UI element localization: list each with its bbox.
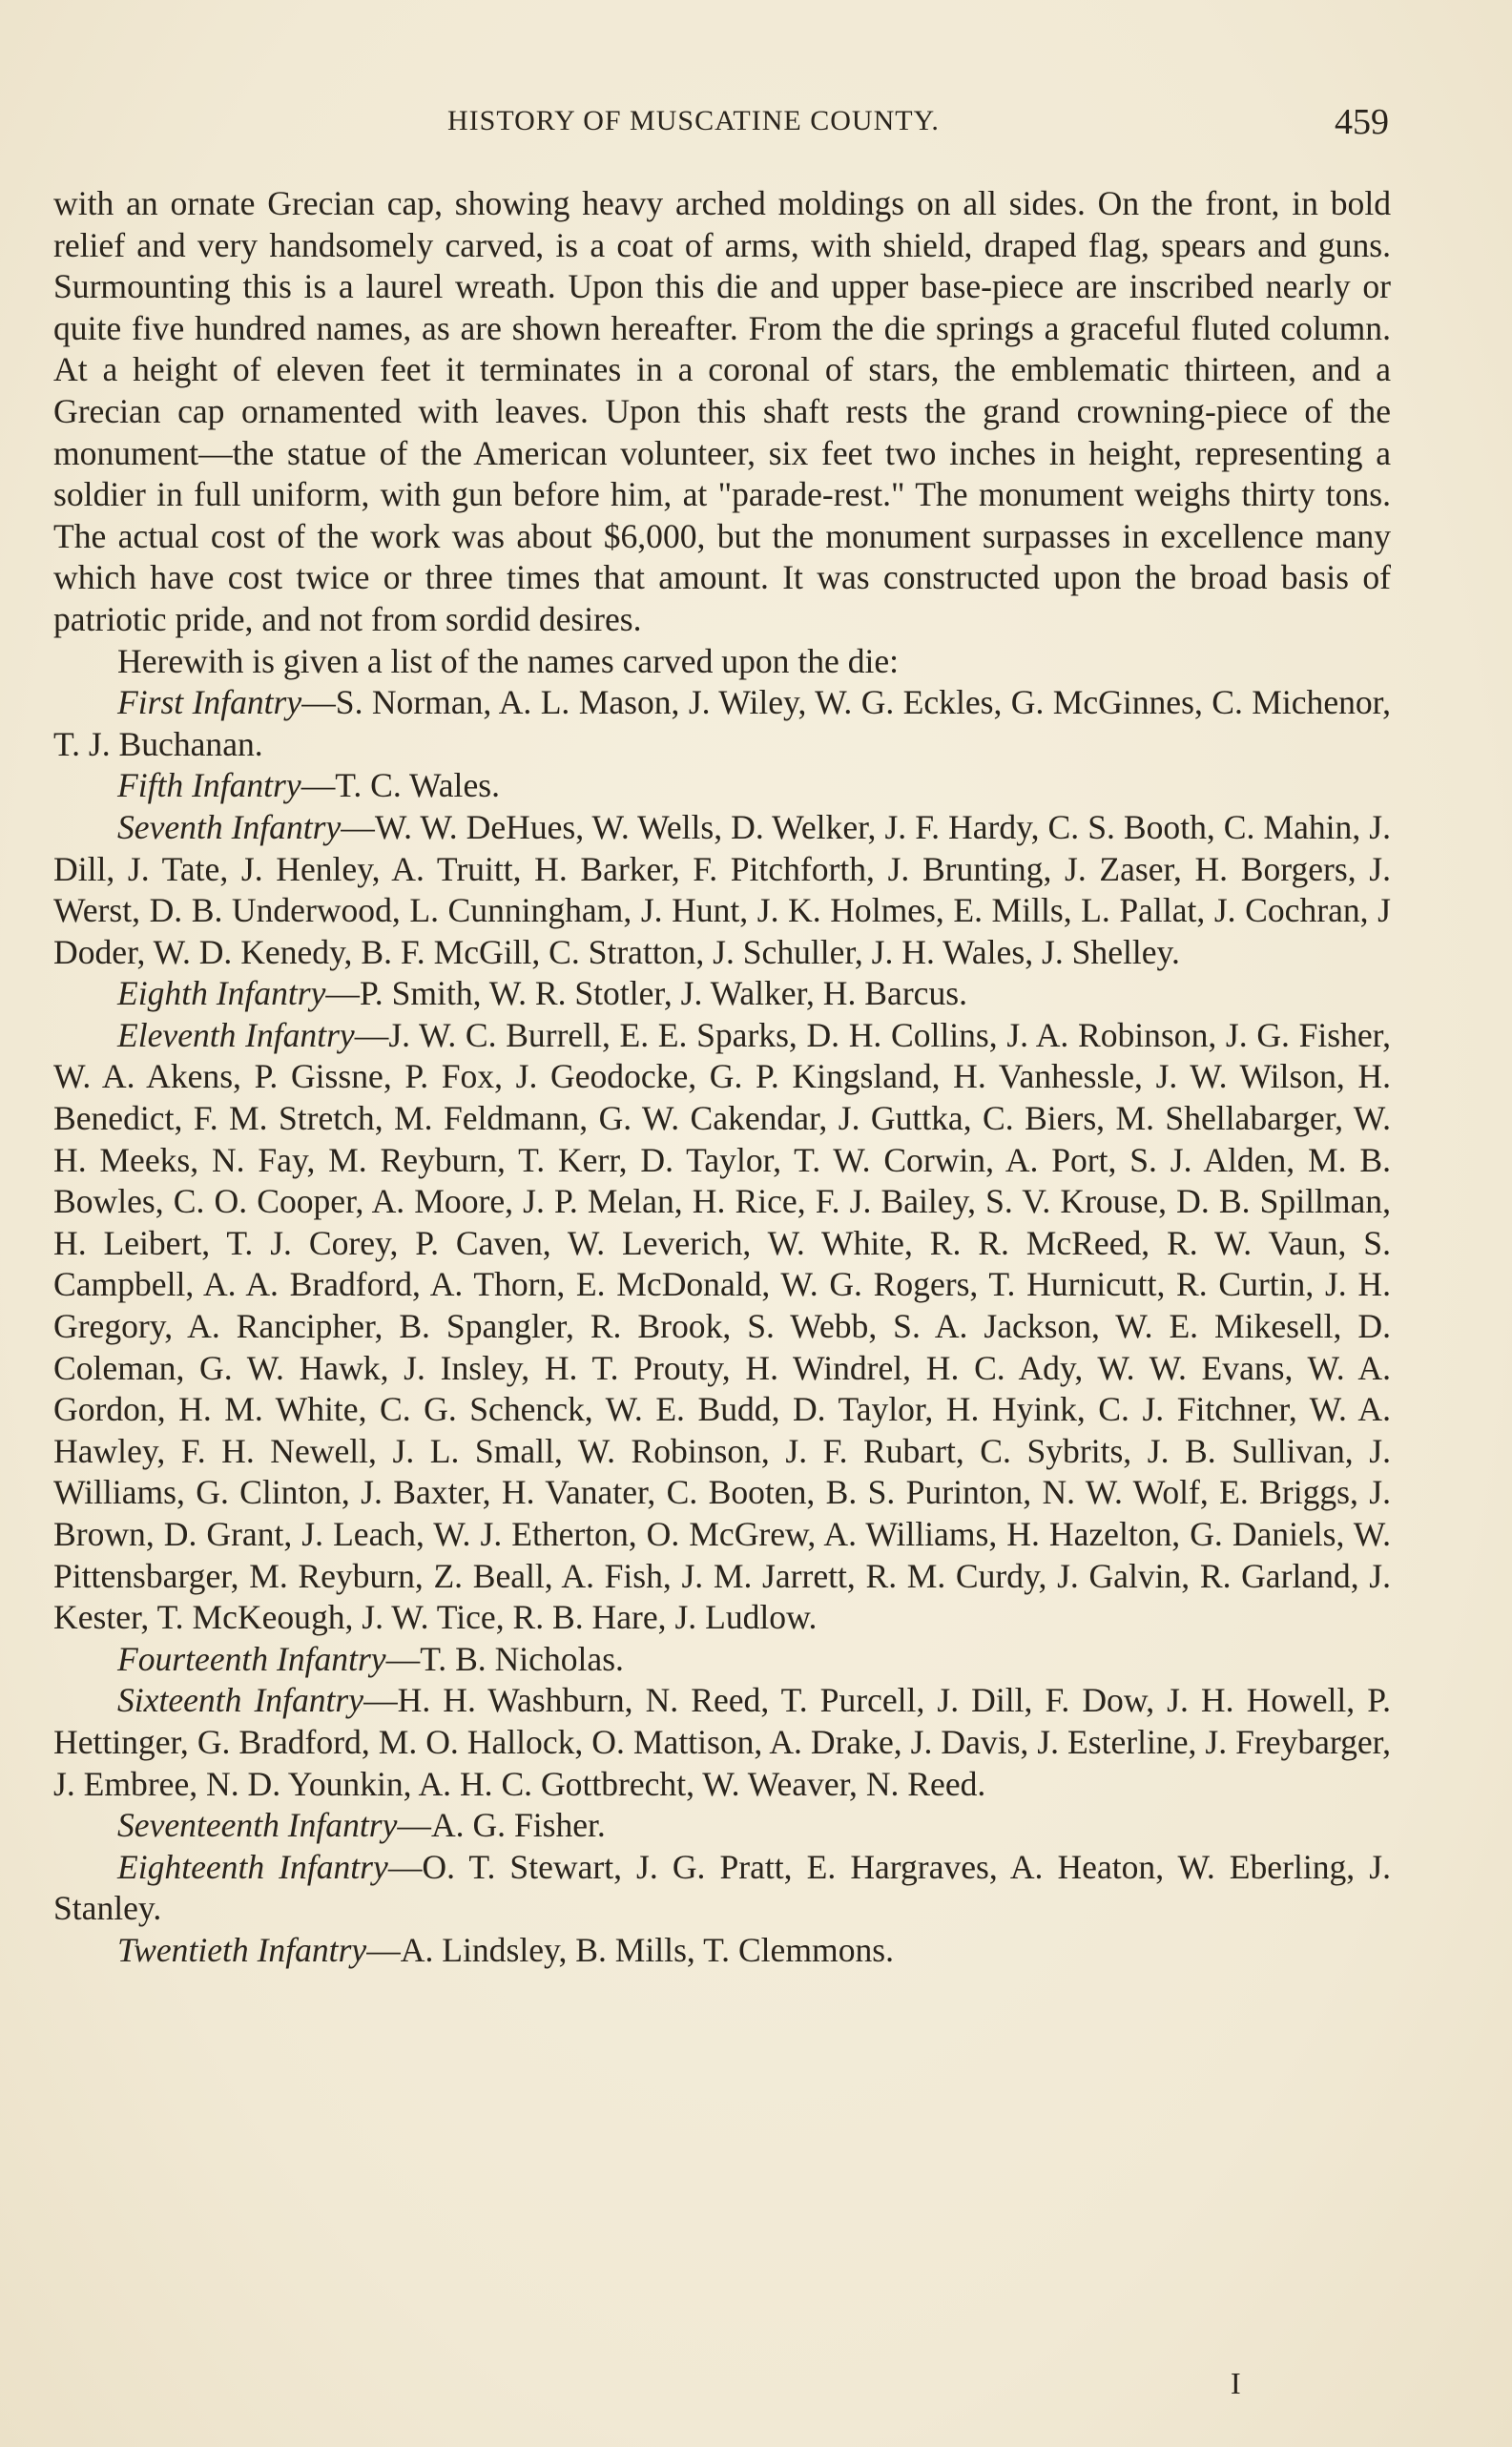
page-header — [53, 102, 1389, 153]
regiment-name: Eleventh Infantry — [117, 1015, 355, 1054]
regiment-name: Seventeenth Infantry — [117, 1806, 398, 1845]
list-intro: Herewith is given a list of the names carved upon the die: — [117, 641, 900, 680]
regiment-names: —A. Lindsley, B. Mills, T. Clemmons. — [366, 1930, 895, 1969]
page-number: 459 — [1335, 102, 1389, 142]
regiment-entry — [53, 1015, 1391, 1639]
regiment-name: Sixteenth Infantry — [117, 1681, 364, 1720]
regiment-name: Eighteenth Infantry — [117, 1847, 388, 1886]
regiment-entry — [53, 807, 1391, 973]
regiment-names: —W. W. DeHues, W. Wells, D. Welker, J. F. Hardy, C. S. Booth, C. Mahin, J. Dill, J. Tate, J. Henley, A. Truitt, H. Barker, F. Pitchforth, J. Brunting, J. Zaser, H. Borgers, J. Werst, D. B. Underwood, L. Cunningham, J. Hunt, J. K. Holmes, E. Mills, L. Pallat, J. Cochran, J Doder, W. D. Kenedy, B. F. McGill, C. Stratton, J. Schuller, J. H. Wales, J. Shelley. — [53, 807, 1391, 971]
regiment-entry — [53, 682, 1391, 765]
regiment-entry — [53, 1930, 1391, 1972]
regiment-name: Seventh Infantry — [117, 807, 342, 846]
regiment-names: —A. G. Fisher. — [397, 1806, 606, 1845]
regiment-entry — [53, 1680, 1391, 1805]
regiment-names: —T. C. Wales. — [300, 766, 500, 805]
regiment-entry — [53, 765, 1391, 807]
regiment-names: —H. H. Washburn, N. Reed, T. Purcell, J. Dill, F. Dow, J. H. Howell, P. Hettinger, G. Bradford, M. O. Hallock, O. Mattison, A. Drake, J. Davis, J. Esterline, J. Freybarger, J. Embree, N. D. Younkin, A. H. C. Gottbrecht, W. Weaver, N. Reed. — [53, 1681, 1391, 1803]
intro-paragraph: with an ornate Grecian cap, showing heavy arched moldings on all sides. On the front, in bold relief and very handsomely carved, is a coat of arms, with shield, draped flag, spears and guns. Surmounting this is a laurel wreath. Upon this die and upper base-piece are inscribed nearly or quite five hundred names, as are shown hereafter. From the die springs a graceful fluted column. At a height of eleven feet it terminates in a coronal of stars, the emblematic thirteen, and a Grecian cap ornamented with leaves. Upon this shaft rests the grand crowning-piece of the monument—the statue of the American volunteer, six feet two inches in height, representing a soldier in full uniform, with gun before him, at "parade-rest." The monument weighs thirty tons. The actual cost of the work was about $6,000, but the monument surpasses in excellence many which have cost twice or three times that amount. It was constructed upon the broad basis of patriotic pride, and not from sordid desires. — [53, 184, 1391, 638]
regiment-entry — [53, 1847, 1391, 1930]
running-head: HISTORY OF MUSCATINE COUNTY. — [447, 105, 940, 136]
regiment-name: First Infantry — [117, 683, 302, 722]
regiment-name: Fifth Infantry — [117, 766, 301, 805]
regiment-entry — [53, 973, 1391, 1015]
signature-mark: I — [1231, 2366, 1241, 2400]
regiment-names: —J. W. C. Burrell, E. E. Sparks, D. H. Collins, J. A. Robinson, J. G. Fisher, W. A. Akens, P. Gissne, P. Fox, J. Geodocke, G. P. Kingsland, H. Vanhessle, J. W. Wilson, H. Benedict, F. M. Stretch, M. Feldmann, G. W. Cakendar, J. Guttka, C. Biers, M. Shellabarger, W. H. Meeks, N. Fay, M. Reyburn, T. Kerr, D. Taylor, T. W. Corwin, A. Port, S. J. Alden, M. B. Bowles, C. O. Cooper, A. Moore, J. P. Melan, H. Rice, F. J. Bailey, S. V. Krouse, D. B. Spillman, H. Leibert, T. J. Corey, P. Caven, W. Leverich, W. White, R. R. McReed, R. W. Vaun, S. Campbell, A. A. Bradford, A. Thorn, E. McDonald, W. G. Rogers, T. Hurnicutt, R. Curtin, J. H. Gregory, A. Rancipher, B. Spangler, R. Brook, S. Webb, S. A. Jackson, W. E. Mikesell, D. Coleman, G. W. Hawk, J. Insley, H. T. Prouty, H. Windrel, H. C. Ady, W. W. Evans, W. A. Gordon, H. M. White, C. G. Schenck, W. E. Budd, D. Taylor, H. Hyink, C. J. Fitchner, W. A. Hawley, F. H. Newell, J. L. Small, W. Robinson, J. F. Rubart, C. Sybrits, J. B. Sullivan, J. Williams, G. Clinton, J. Baxter, H. Vanater, C. Booten, B. S. Purinton, N. W. Wolf, E. Briggs, J. Brown, D. Grant, J. Leach, W. J. Etherton, O. McGrew, A. Williams, H. Hazelton, G. Daniels, W. Pittensbarger, M. Reyburn, Z. Beall, A. Fish, J. M. Jarrett, R. M. Curdy, J. Galvin, R. Garland, J. Kester, T. McKeough, J. W. Tice, R. B. Hare, J. Ludlow. — [53, 1015, 1391, 1637]
regiment-names: —O. T. Stewart, J. G. Pratt, E. Hargraves, A. Heaton, W. Eberling, J. Stanley. — [53, 1847, 1391, 1928]
regiment-entry — [53, 1805, 1391, 1847]
regiment-name: Twentieth Infantry — [117, 1930, 367, 1969]
regiment-names: —T. B. Nicholas. — [385, 1639, 624, 1678]
page-body — [53, 183, 1391, 1972]
regiment-name: Fourteenth Infantry — [117, 1639, 386, 1678]
regiment-names: —P. Smith, W. R. Stotler, J. Walker, H. Barcus. — [325, 974, 967, 1013]
regiment-names: —S. Norman, A. L. Mason, J. Wiley, W. G. Eckles, G. McGinnes, C. Michenor, T. J. Buchanan. — [53, 683, 1391, 763]
regiment-name: Eighth Infantry — [117, 974, 326, 1013]
regiment-entry — [53, 1639, 1391, 1681]
